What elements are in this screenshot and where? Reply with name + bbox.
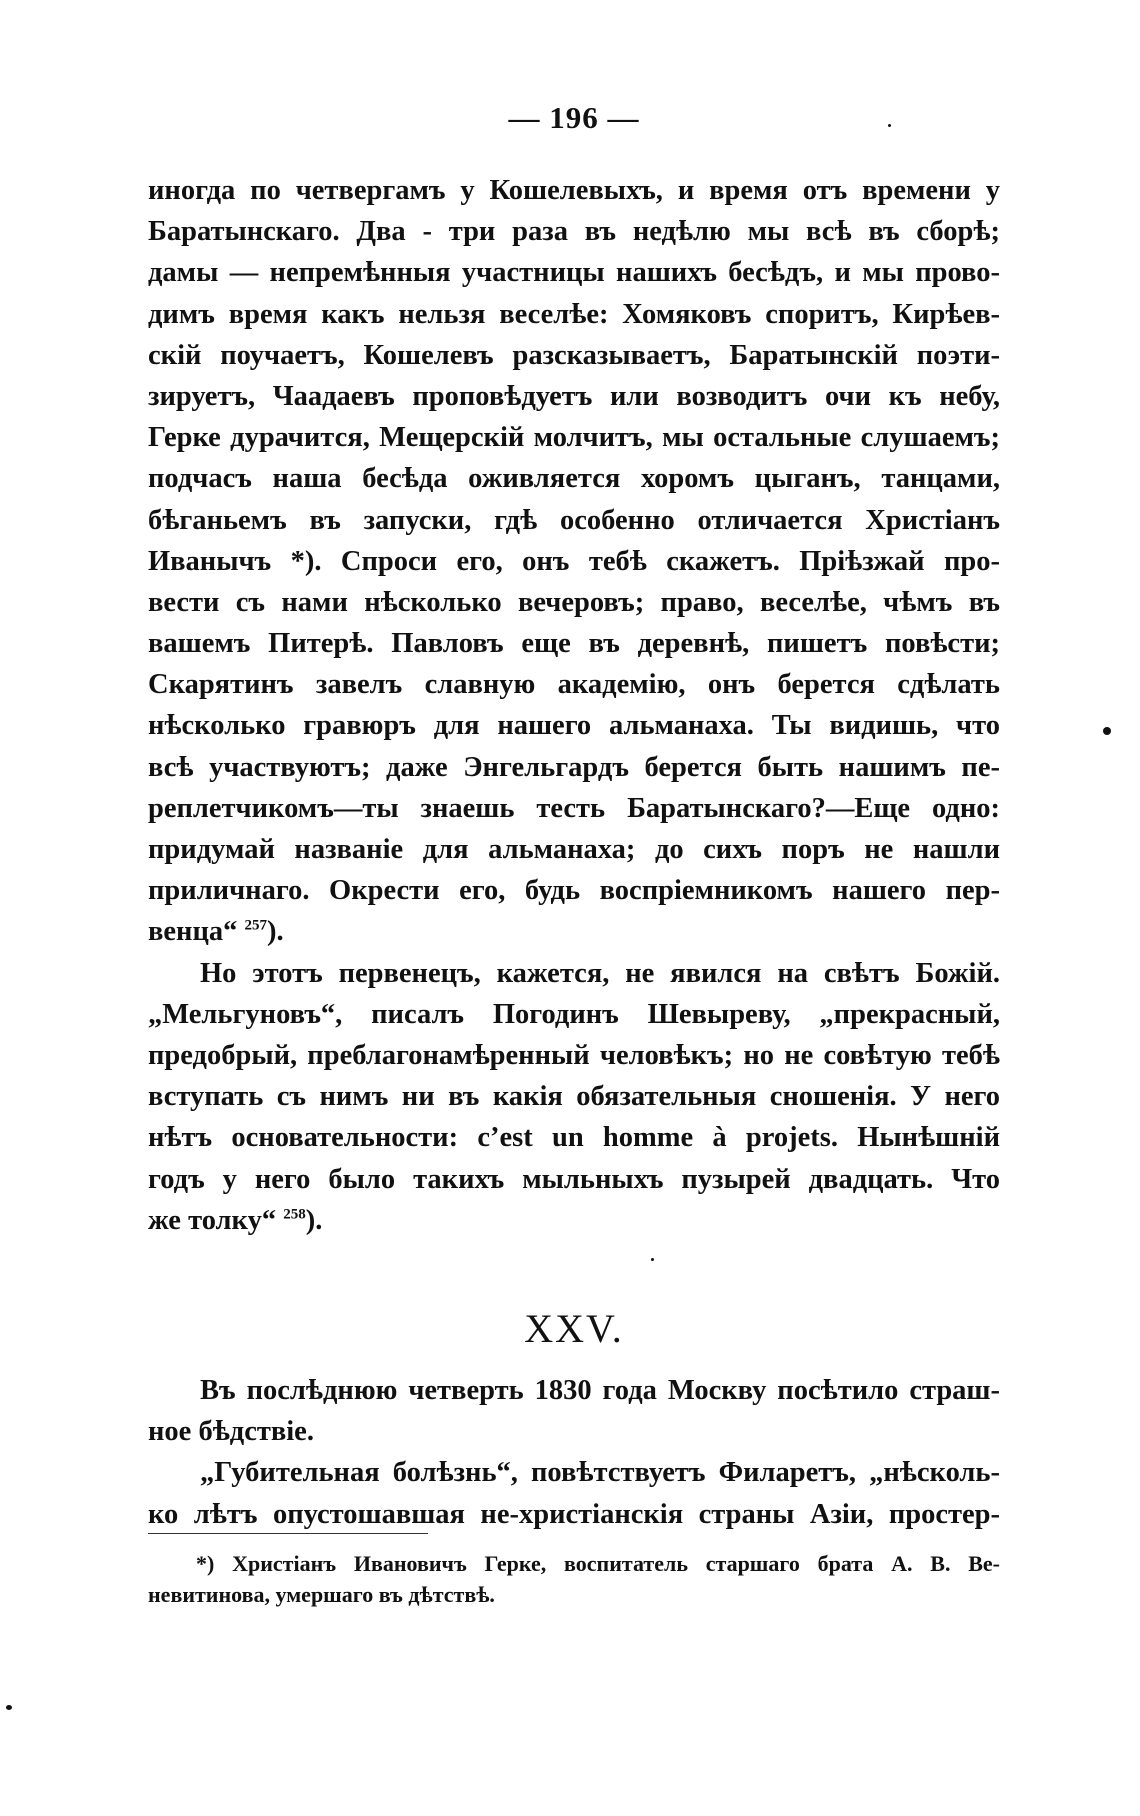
text-line: „Мельгуновъ“, писалъ Погодинъ Шевыреву, „прекрасный, — [148, 998, 1000, 1030]
text-fragment: же толку“ — [148, 1204, 277, 1236]
text-line: „Губительная болѣзнь“, повѣтствуетъ Филаретъ, „нѣсколь- — [200, 1457, 1000, 1489]
ink-speck — [6, 1705, 12, 1710]
text-line: димъ время какъ нельзя веселѣе: Хомяковъ споритъ, Кирѣев- — [148, 298, 1000, 330]
text-line: всѣ участвуютъ; даже Энгельгардъ берется быть нашимъ пе- — [148, 751, 1000, 783]
endnote-ref-257: 257 — [244, 917, 268, 934]
text-line: приличнаго. Окрести его, будь воспріемникомъ нашего пер- — [148, 875, 1000, 907]
text-line: вступать съ нимъ ни въ какія обязательныя сношенія. У него — [148, 1081, 1000, 1113]
ink-speck — [888, 124, 891, 127]
footnote-line: невитинова, умершаго въ дѣтствѣ. — [148, 1582, 495, 1607]
text-line: Герке дурачится, Мещерскій молчитъ, мы остальные слушаемъ; — [148, 422, 1000, 454]
footnote — [148, 1548, 1000, 1610]
text-line: Въ послѣднюю четверть 1830 года Москву посѣтило страш- — [200, 1375, 1000, 1406]
text-line: бѣганьемъ въ запуски, гдѣ особенно отличается Христіанъ — [148, 504, 1000, 536]
text-line: предобрый, преблагонамѣренный человѣкъ; но не совѣтую тебѣ — [148, 1039, 1000, 1071]
text-fragment: ). — [305, 1204, 323, 1236]
text-line: зируетъ, Чаадаевъ проповѣдуетъ или возводитъ очи къ небу, — [148, 380, 1000, 412]
text-line: вести съ нами нѣсколько вечеровъ; право, веселѣе, чѣмъ въ — [148, 586, 1000, 618]
text-line: Иванычъ *). Спроси его, онъ тебѣ скажетъ. Пріѣзжай про- — [148, 545, 1000, 577]
footnote-rule — [148, 1533, 428, 1534]
text-line: скій поучаетъ, Кошелевъ разсказываетъ, Баратынскій поэти- — [148, 339, 1000, 371]
text-line: реплетчикомъ—ты знаешь тесть Баратынскаго?—Еще одно: — [148, 792, 1000, 824]
text-line: годъ у него было такихъ мыльныхъ пузырей двадцать. Что — [148, 1163, 1000, 1195]
section-text — [148, 1370, 1000, 1535]
page-number: — 196 — — [508, 100, 640, 135]
text-line: вашемъ Питерѣ. Павловъ еще въ деревнѣ, пишетъ повѣсти; — [148, 628, 1000, 660]
endnote-ref-258: 258 — [283, 1206, 306, 1223]
text-line: Скарятинъ завелъ славную академію, онъ берется сдѣлать — [148, 669, 1000, 701]
text-line: Баратынскаго. Два - три раза въ недѣлю мы всѣ въ сборѣ; — [148, 216, 1000, 248]
text-line-last — [148, 1200, 1000, 1241]
text-line: нѣсколько гравюръ для нашего альманаха. Ты видишь, что — [148, 710, 1000, 742]
ink-speck — [651, 1258, 654, 1261]
text-line: придумай названіе для альманаха; до сихъ поръ не нашли — [148, 834, 1000, 865]
text-line: иногда по четвергамъ у Кошелевыхъ, и время отъ времени у — [148, 175, 1000, 206]
ink-speck — [1103, 727, 1111, 735]
book-page — [148, 0, 1000, 1816]
text-fragment: ). — [267, 916, 284, 948]
text-line: подчасъ наша бесѣда оживляется хоромъ цыганъ, танцами, — [148, 463, 1000, 495]
text-line: дамы — непремѣнныя участницы нашихъ бесѣдъ, и мы прово- — [148, 257, 1000, 289]
text-line: нѣтъ основательности: c’est un homme à projets. Нынѣшній — [148, 1122, 1000, 1154]
text-line: Но этотъ первенецъ, кажется, не явился на свѣтъ Божій. — [200, 957, 1000, 989]
footnote-line: *) Христіанъ Ивановичъ Герке, воспитатель старшаго брата А. В. Ве- — [196, 1551, 1000, 1576]
text-fragment: венца“ — [148, 916, 238, 948]
text-line-last — [148, 911, 1000, 952]
text-line: ное бѣдствіе. — [148, 1416, 314, 1448]
main-text — [148, 170, 1000, 1241]
section-title: XXV. — [524, 1306, 624, 1351]
text-line: ко лѣтъ опустошавшая не-христіанскія страны Азіи, простер- — [148, 1498, 1000, 1530]
